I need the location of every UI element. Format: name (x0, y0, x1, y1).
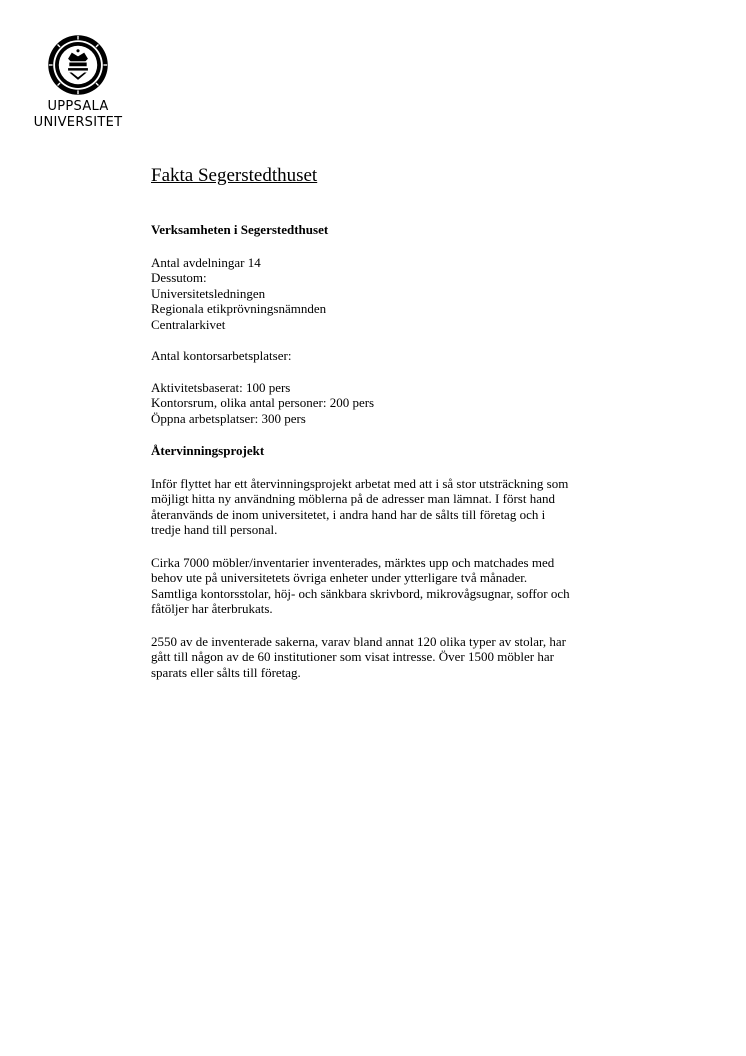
document-body (151, 164, 651, 697)
list-item: Öppna arbetsplatser: 300 pers (151, 410, 306, 426)
paragraph-line: återanvänds de inom universitetet, i andra hand har de sålts till företag och i (151, 506, 546, 522)
paragraph-line: 2550 av de inventerade sakerna, varav bland annat 120 olika typer av stolar, har (151, 633, 566, 649)
paragraph-line: sparats eller sålts till företag. (151, 664, 301, 680)
paragraph-line: Cirka 7000 möbler/inventarier inventerades, märktes upp och matchades med (151, 554, 555, 570)
paragraph-line: behov ute på universitetets övriga enheter under ytterligare två månader. (151, 570, 528, 585)
list-item: Dessutom: (151, 270, 207, 285)
paragraph-line: möjligt hitta ny användning möblerna på de adresser man lämnat. I först hand (151, 491, 555, 506)
document-title: Fakta Segerstedthuset (151, 165, 318, 186)
list-item: Antal avdelningar 14 (151, 254, 261, 270)
paragraph-line: tredje hand till personal. (151, 522, 278, 537)
list-item: Universitetsledningen (151, 285, 266, 301)
section-heading-verksamheten: Verksamheten i Segerstedthuset (151, 222, 329, 237)
logo-line-2: UNIVERSITET (33, 115, 123, 130)
section-heading-atervinning: Återvinningsprojekt (151, 443, 265, 458)
university-seal-icon (47, 34, 109, 96)
list-item: Kontorsrum, olika antal personer: 200 pers (151, 395, 375, 410)
logo-line-1: UPPSALA (47, 99, 109, 114)
paragraph (151, 555, 651, 617)
paragraph-line: gått till någon av de 60 institutioner som visat intresse. Över 1500 möbler har (151, 649, 554, 664)
list-item: Centralarkivet (151, 316, 226, 332)
logo-wordmark (26, 99, 130, 131)
paragraph (151, 634, 651, 681)
paragraph-line: Samtliga kontorsstolar, höj- och sänkbara skrivbord, mikrovågsugnar, soffor och (151, 585, 570, 601)
paragraph-line: Inför flyttet har ett återvinningsprojekt arbetat med att i så stor utsträckning som (151, 475, 569, 491)
list-item: Aktivitetsbaserat: 100 pers (151, 379, 291, 395)
list-item: Regionala etikprövningsnämnden (151, 301, 327, 316)
workplaces-list (151, 380, 651, 427)
paragraph-line: fåtöljer har återbrukats. (151, 601, 273, 616)
university-logo (26, 34, 130, 131)
departments-list (151, 255, 651, 333)
workplaces-label: Antal kontorsarbetsplatser: (151, 348, 292, 363)
paragraph (151, 476, 651, 538)
